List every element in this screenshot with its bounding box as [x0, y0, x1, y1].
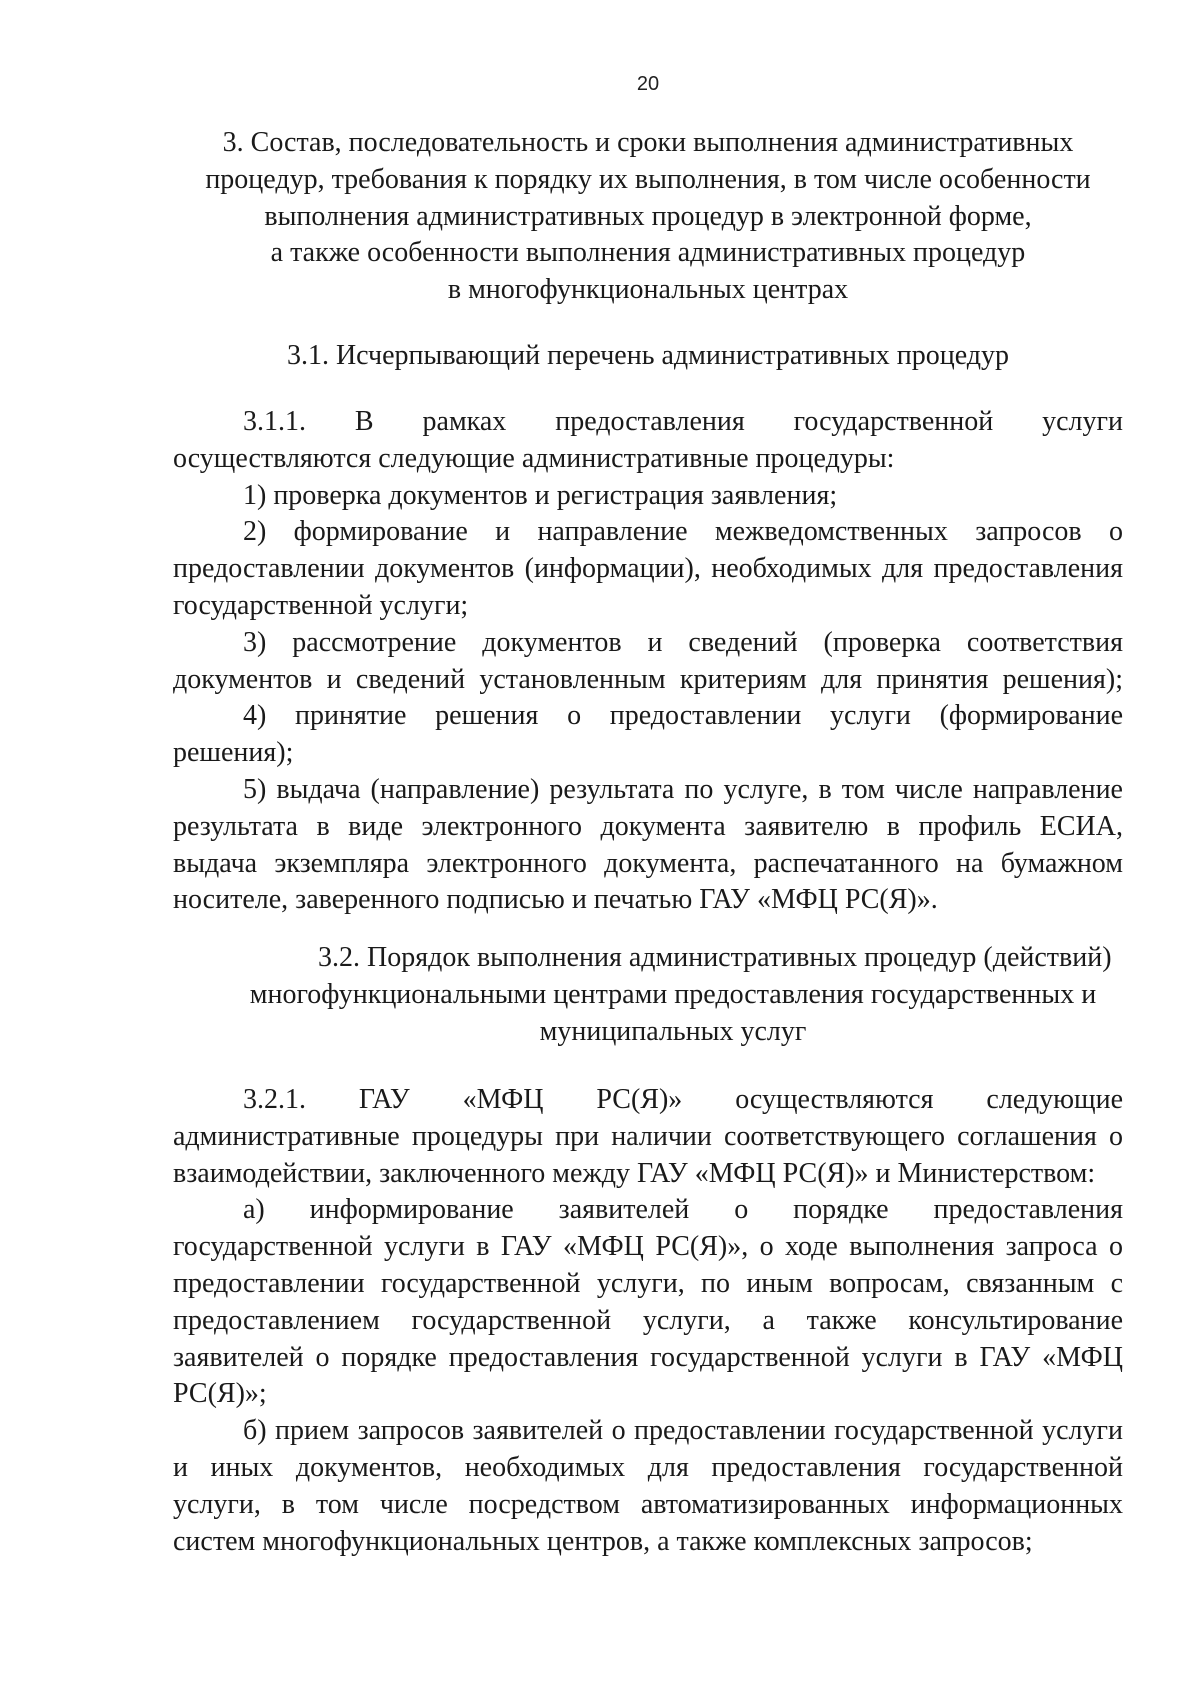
section-3-2-title-line: муниципальных услуг	[539, 1015, 807, 1047]
section-3-title	[173, 125, 1123, 309]
section-3-title-line: в многофункциональных центрах	[447, 274, 849, 306]
text-line: административные процедуры при наличии соответствующего соглашения о	[173, 1120, 1123, 1152]
paragraph-3-1-1	[173, 404, 1123, 919]
text-line: заявителей о порядке предоставления государственной услуги в ГАУ «МФЦ	[173, 1341, 1123, 1373]
section-3-1-title	[173, 338, 1123, 375]
section-3-1-title-line: 3.1. Исчерпывающий перечень административных процедур	[286, 340, 1010, 371]
text-line: государственной услуги;	[173, 589, 469, 621]
section-3-2-title	[223, 940, 1123, 1050]
list-item-1: 1) проверка документов и регистрация заявления;	[243, 479, 838, 511]
text-line: документов и сведений установленным критериям для принятия решения);	[173, 663, 1123, 695]
section-3-title-line: а также особенности выполнения административных процедур	[270, 237, 1026, 269]
text-line: предоставлении документов (информации), необходимых для предоставления	[173, 553, 1123, 585]
text-line: носителе, заверенного подписью и печатью ГАУ «МФЦ РС(Я)».	[173, 884, 938, 916]
list-item-b: б) прием запросов заявителей о предоставлении государственной услуги	[243, 1415, 1123, 1447]
list-item-4: 4) принятие решения о предоставлении услуги (формирование	[243, 700, 1123, 732]
text-line: услуги, в том числе посредством автоматизированных информационных	[173, 1488, 1123, 1520]
list-item-3: 3) рассмотрение документов и сведений (проверка соответствия	[243, 626, 1123, 658]
document-page	[173, 0, 1123, 1697]
paragraph-3-2-1	[173, 1082, 1123, 1560]
text-line: систем многофункциональных центров, а также комплексных запросов;	[173, 1525, 1033, 1557]
section-3-title-line: выполнения административных процедур в электронной форме,	[264, 200, 1032, 232]
list-item-5: 5) выдача (направление) результата по услуге, в том числе направление	[243, 773, 1123, 805]
text-line: результата в виде электронного документа заявителю в профиль ЕСИА,	[173, 810, 1123, 842]
text-line: осуществляются следующие административные процедуры:	[173, 442, 895, 474]
text-line: государственной услуги в ГАУ «МФЦ РС(Я)», о ходе выполнения запроса о	[173, 1231, 1123, 1263]
section-3-2-title-line: многофункциональными центрами предоставления государственных и	[249, 978, 1097, 1010]
text-line: решения);	[173, 737, 294, 769]
text-line: 3.2.1. ГАУ «МФЦ РС(Я)» осуществляются следующие	[243, 1084, 1123, 1115]
text-line: 3.1.1. В рамках предоставления государственной услуги	[243, 406, 1123, 437]
text-line: и иных документов, необходимых для предоставления государственной	[173, 1451, 1123, 1483]
list-item-2: 2) формирование и направление межведомственных запросов о	[243, 516, 1123, 548]
text-line: взаимодействии, заключенного между ГАУ «МФЦ РС(Я)» и Министерством:	[173, 1157, 1096, 1189]
section-3-title-line: 3. Состав, последовательность и сроки выполнения административных	[222, 127, 1074, 158]
page-number: 20	[636, 73, 660, 95]
text-line: предоставлением государственной услуги, а также консультирование	[173, 1304, 1123, 1336]
section-3-title-line: процедур, требования к порядку их выполнения, в том числе особенности	[205, 163, 1091, 195]
text-line: предоставлении государственной услуги, по иным вопросам, связанным с	[173, 1267, 1123, 1299]
list-item-a: а) информирование заявителей о порядке предоставления	[243, 1194, 1123, 1226]
text-line: РС(Я)»;	[173, 1378, 267, 1410]
section-3-2-title-line: 3.2. Порядок выполнения административных процедур (действий)	[318, 942, 1112, 973]
text-line: выдача экземпляра электронного документа, распечатанного на бумажном	[173, 847, 1123, 879]
